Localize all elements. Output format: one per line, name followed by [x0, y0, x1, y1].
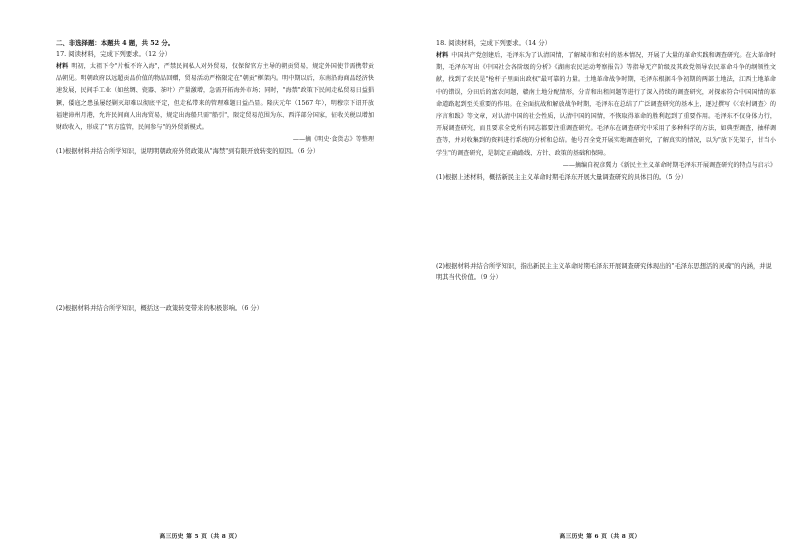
question-18-source: ——摘编自祝彦冀力《新民主主义革命时期毛泽东开展调查研究的特点与启示》 — [562, 161, 776, 169]
section-title: 二、非选择题：本题共 4 题，共 52 分。 — [56, 39, 175, 47]
material-text: 明初，太祖下令"片板不许入海"，严禁民间私人对外贸易，仅保留官方主导的朝贡贸易，规定外国使节需携带贡品朝见。明朝政府以远超贡品价值的物品回赠，贸易活动严格限定在"朝贡"框架内。明中期以后，东南沿海商品经济快速发展，民间手工业（如丝绸、瓷器、茶叶）产量激增，急需开拓海外市场；同时，"海禁"政策下民间走私贸易日益猖獗，倭寇之患虽屡经剿灭却难以彻底平定，但走私带来的管理难题日益凸显。隆庆元年（1567 年），明穆宗下诏开放福建漳州月港，允许民间商人出海贸易，规定出海船只需"船引"，限定贸易范围为东、西洋部分国家，征收关税以增加财政收入，形成了"官方监管，民间参与"的外贸新模式。 — [56, 63, 374, 132]
material-text: 中国共产党创建后，毛泽东为了认清国情，了解城市和农村的基本情况，开展了大量的革命实践和调查研究。在大革命时期，毛泽东写出《中国社会各阶级的分析》《湖南农民运动考察报告》等指导无产阶级及其政党领导农民革命斗争的纲领性文献，找到了农民是"枪杆子里面出政权"最可靠的力量。土地革命战争时期，毛泽东根据斗争初期的两部土地法，江西土地革命中的错误，分田后的富农问题，赣南土地分配情形，分青和出租问题等进行了深入持续的调查研究，对探索符合中国国情的革命道路起到至关重要的作用。在全面抗战和解放战争时期，毛泽东在总结了广泛调查研究的基本上，逐过撰写《〈农村调查〉的序言和跋》等文章，对认清中国的社会性质，认清中国的国情，不恢取得革命的胜利起到了重要作用。毛泽东不仅身体力行，开展调查研究，而且要求全党所有同志都要注重调查研究。毛泽东在调查研究中采用了多种科学的方法，如典型调查，抽样调查等，并对收集到的资料进行系统的分析和总结。他号召全党开展实地调查研究，了解真实的情况，以为"放下先架子，甘当小学生"的调查研究，是制定正确路线、方针、政策的基础和保障。 — [436, 52, 777, 157]
answer-space — [56, 157, 374, 303]
answer-space — [436, 183, 776, 261]
left-column — [56, 38, 374, 314]
right-column — [436, 38, 776, 283]
page-footer-left: 高三历史 第 5 页（共 8 页） — [159, 534, 241, 540]
question-17-material — [56, 61, 374, 134]
page-6 — [400, 0, 800, 554]
question-18-heading: 18. 阅读材料，完成下列要求。（14 分） — [436, 39, 552, 47]
material-label: 材料 — [56, 63, 69, 70]
question-18-sub1: (1)根据上述材料，概括新民主主义革命时期毛泽东开展大量调查研究的具体目的。（5 分） — [436, 173, 688, 181]
material-label: 材料 — [436, 52, 449, 59]
question-18-sub2: (2)根据材料并结合所学知识，指出新民主主义革命时期毛泽东开展调查研究体现出的"毛泽东思想活的灵魂"的内涵，并说明其当代价值。（9 分） — [436, 262, 772, 281]
question-17-heading: 17. 阅读材料，完成下列要求。（12 分） — [56, 50, 172, 58]
question-17-sub2: (2)根据材料并结合所学知识，概括这一政策转变带来的积极影响。（6 分） — [56, 305, 263, 313]
page-footer-right: 高三历史 第 6 页（共 8 页） — [559, 534, 641, 540]
question-17-sub1: (1)根据材料并结合所学知识，说明明朝政府外贸政策从"海禁"到有限开放转变的原因。（6 分） — [56, 148, 320, 156]
question-18-material — [436, 50, 776, 160]
question-17-source: ——摘《明史·食货志》等整理 — [292, 136, 374, 144]
